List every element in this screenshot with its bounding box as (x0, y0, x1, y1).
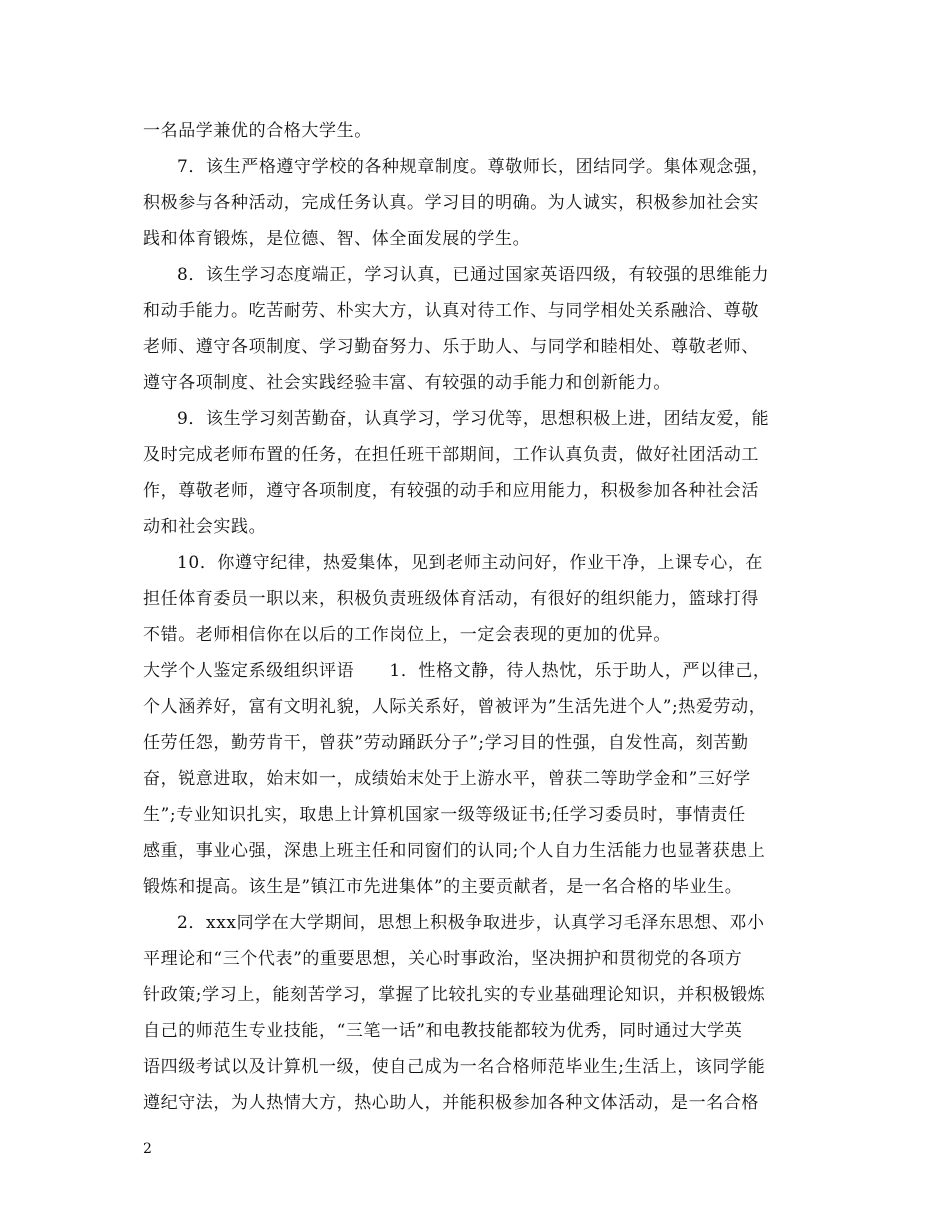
text-line: 老师、遵守各项制度、学习勤奋努力、乐于助人、与同学和睦相处、尊敬老师、 (143, 337, 759, 357)
text-line: 感重，事业心强，深患上班主任和同窗们的认同;个人自力生活能力也显著获患上 (143, 841, 766, 861)
text-line: 任劳任怨，勤劳肯干，曾获”劳动踊跃分子”;学习目的性强，自发性高，刻苦勤 (143, 733, 749, 753)
text-line: 践和体育锻炼，是位德、智、体全面发展的学生。 (143, 229, 531, 249)
text-line: 及时完成老师布置的任务，在担任班干部期间，工作认真负责，做好社团活动工 (143, 445, 759, 465)
text-line: 一名品学兼优的合格大学生。 (143, 121, 372, 141)
text-line: 奋，锐意进取，始末如一，成绩始末处于上游水平，曾获二等助学金和”三好学 (143, 769, 751, 789)
text-line: 平理论和“三个代表”的重要思想，关心时事政治，坚决拥护和贯彻党的各项方 (143, 949, 743, 969)
text-line: 9．该生学习刻苦勤奋，认真学习，学习优等，思想积极上进，团结友爱，能 (177, 409, 770, 429)
text-line: 7．该生严格遵守学校的各种规章制度。尊敬师长，团结同学。集体观念强， (177, 157, 770, 177)
text-line: 担任体育委员一职以来，积极负责班级体育活动，有很好的组织能力，篮球打得 (143, 589, 759, 609)
text-line: 遵守各项制度、社会实践经验丰富、有较强的动手能力和创新能力。 (143, 373, 671, 393)
text-line: 作，尊敬老师，遵守各项制度，有较强的动手和应用能力，积极参加各种社会活 (143, 481, 759, 501)
text-line: 针政策;学习上，能刻苦学习，掌握了比较扎实的专业基础理论知识，并积极锻炼 (143, 985, 766, 1005)
text-line: 个人涵养好，富有文明礼貌，人际关系好，曾被评为”生活先进个人”;热爱劳动， (143, 697, 767, 717)
text-line: 10．你遵守纪律，热爱集体，见到老师主动问好，作业干净，上课专心，在 (177, 553, 764, 573)
text-line: 积极参与各种活动，完成任务认真。学习目的明确。为人诚实，积极参加社会实 (143, 193, 759, 213)
text-line: 8．该生学习态度端正，学习认真，已通过国家英语四级，有较强的思维能力 (177, 265, 770, 285)
text-line: 动和社会实践。 (143, 517, 267, 537)
text-line: 遵纪守法，为人热情大方，热心助人，并能积极参加各种文体活动，是一名合格 (143, 1093, 759, 1113)
text-line: 生”;专业知识扎实，取患上计算机国家一级等级证书;任学习委员时，事情责任 (143, 805, 746, 825)
page-number: 2 (143, 1141, 152, 1157)
text-line: 语四级考试以及计算机一级，使自己成为一名合格师范毕业生;生活上，该同学能 (143, 1057, 766, 1077)
text-line: 大学个人鉴定系级组织评语 1．性格文静，待人热忱，乐于助人，严以律己， (143, 661, 771, 681)
text-line: 锻炼和提高。该生是”镇江市先进集体”的主要贡献者，是一名合格的毕业生。 (143, 877, 743, 897)
text-line: 2．xxx同学在大学期间，思想上积极争取进步，认真学习毛泽东思想、邓小 (177, 913, 765, 933)
text-line: 自己的师范生专业技能，“三笔一话”和电教技能都较为优秀，同时通过大学英 (143, 1021, 743, 1041)
text-line: 和动手能力。吃苦耐劳、朴实大方，认真对待工作、与同学相处关系融洽、尊敬 (143, 301, 759, 321)
text-line: 不错。老师相信你在以后的工作岗位上，一定会表现的更加的优异。 (143, 625, 671, 645)
